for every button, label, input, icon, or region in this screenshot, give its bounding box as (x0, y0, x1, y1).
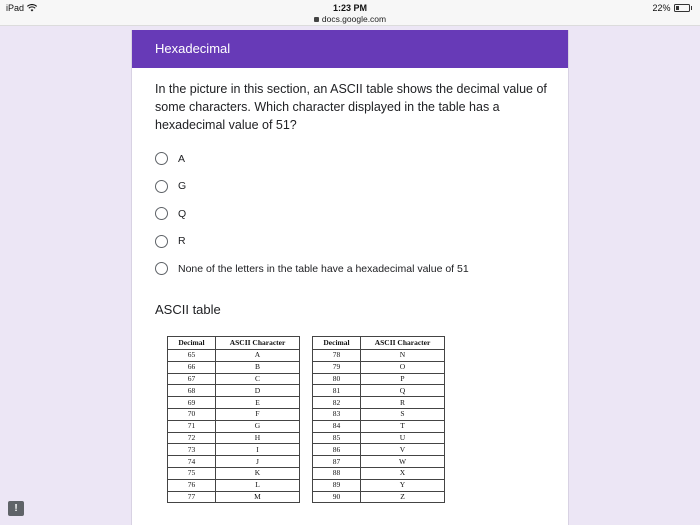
option-g[interactable]: G (155, 173, 469, 201)
decimal-cell: 68 (168, 385, 216, 397)
radio-button[interactable] (155, 152, 168, 165)
table-row (313, 408, 445, 420)
character-cell: E (216, 397, 300, 409)
character-cell: B (216, 361, 300, 373)
radio-button[interactable] (155, 235, 168, 248)
character-cell: I (216, 444, 300, 456)
character-cell: V (361, 444, 445, 456)
table-row (168, 373, 300, 385)
form-section-card (131, 30, 569, 525)
decimal-cell: 83 (313, 408, 361, 420)
decimal-cell: 74 (168, 456, 216, 468)
decimal-cell: 84 (313, 420, 361, 432)
decimal-cell: 67 (168, 373, 216, 385)
table-row (313, 456, 445, 468)
character-cell: W (361, 456, 445, 468)
column-header: ASCII Character (216, 337, 300, 350)
character-cell: F (216, 408, 300, 420)
column-header: ASCII Character (361, 337, 445, 350)
character-cell: K (216, 467, 300, 479)
character-cell: Z (361, 491, 445, 503)
character-cell: T (361, 420, 445, 432)
character-cell: S (361, 408, 445, 420)
table-row (168, 420, 300, 432)
table-row (168, 385, 300, 397)
table-row (168, 491, 300, 503)
decimal-cell: 73 (168, 444, 216, 456)
radio-button[interactable] (155, 262, 168, 275)
table-row (168, 444, 300, 456)
table-row (313, 397, 445, 409)
table-row (168, 397, 300, 409)
character-cell: X (361, 467, 445, 479)
table-row (313, 420, 445, 432)
radio-button[interactable] (155, 180, 168, 193)
character-cell: U (361, 432, 445, 444)
column-header: Decimal (168, 337, 216, 350)
decimal-cell: 90 (313, 491, 361, 503)
character-cell: C (216, 373, 300, 385)
decimal-cell: 88 (313, 467, 361, 479)
section-title: Hexadecimal (155, 41, 231, 56)
image-title: ASCII table (155, 302, 221, 317)
option-none[interactable]: None of the letters in the table have a hexadecimal value of 51 (155, 255, 469, 283)
device-name: iPad (6, 3, 25, 13)
status-bar (0, 0, 700, 26)
answer-options (155, 145, 469, 283)
battery-percent: 22% (652, 3, 671, 13)
decimal-cell: 70 (168, 408, 216, 420)
table-row (313, 491, 445, 503)
character-cell: N (361, 350, 445, 362)
character-cell: L (216, 479, 300, 491)
character-cell: Q (361, 385, 445, 397)
table-row (168, 479, 300, 491)
decimal-cell: 80 (313, 373, 361, 385)
character-cell: G (216, 420, 300, 432)
table-row (313, 444, 445, 456)
character-cell: Y (361, 479, 445, 491)
column-header: Decimal (313, 337, 361, 350)
decimal-cell: 71 (168, 420, 216, 432)
table-row (168, 408, 300, 420)
character-cell: P (361, 373, 445, 385)
ascii-table-left (167, 336, 300, 503)
table-row (313, 385, 445, 397)
option-r[interactable]: R (155, 228, 469, 256)
character-cell: D (216, 385, 300, 397)
decimal-cell: 79 (313, 361, 361, 373)
question-text: In the picture in this section, an ASCII table shows the decimal value of some characters. Which character displayed in the table has a hexadecimal value of 51? (155, 82, 547, 132)
table-row (313, 361, 445, 373)
decimal-cell: 81 (313, 385, 361, 397)
table-row (313, 350, 445, 362)
table-row (313, 467, 445, 479)
radio-button[interactable] (155, 207, 168, 220)
decimal-cell: 78 (313, 350, 361, 362)
decimal-cell: 69 (168, 397, 216, 409)
section-header (132, 30, 568, 68)
url-text: docs.google.com (321, 14, 387, 24)
lock-icon (314, 17, 319, 22)
table-row (168, 432, 300, 444)
table-row (313, 432, 445, 444)
decimal-cell: 77 (168, 491, 216, 503)
decimal-cell: 65 (168, 350, 216, 362)
decimal-cell: 72 (168, 432, 216, 444)
character-cell: H (216, 432, 300, 444)
table-row (168, 361, 300, 373)
table-row (168, 467, 300, 479)
decimal-cell: 82 (313, 397, 361, 409)
option-q[interactable]: Q (155, 200, 469, 228)
battery-icon (674, 4, 690, 12)
table-row (168, 350, 300, 362)
decimal-cell: 66 (168, 361, 216, 373)
clock: 1:23 PM (332, 3, 367, 13)
table-row (168, 456, 300, 468)
character-cell: M (216, 491, 300, 503)
table-row (313, 373, 445, 385)
battery-indicator (652, 3, 692, 13)
decimal-cell: 87 (313, 456, 361, 468)
address-bar[interactable] (0, 14, 700, 24)
decimal-cell: 86 (313, 444, 361, 456)
character-cell: J (216, 456, 300, 468)
character-cell: A (216, 350, 300, 362)
decimal-cell: 75 (168, 467, 216, 479)
character-cell: R (361, 397, 445, 409)
decimal-cell: 76 (168, 479, 216, 491)
report-problem-button[interactable]: ! (8, 501, 24, 516)
option-a[interactable]: A (155, 145, 469, 173)
character-cell: O (361, 361, 445, 373)
ascii-table-right (312, 336, 445, 503)
decimal-cell: 89 (313, 479, 361, 491)
decimal-cell: 85 (313, 432, 361, 444)
table-row (313, 479, 445, 491)
